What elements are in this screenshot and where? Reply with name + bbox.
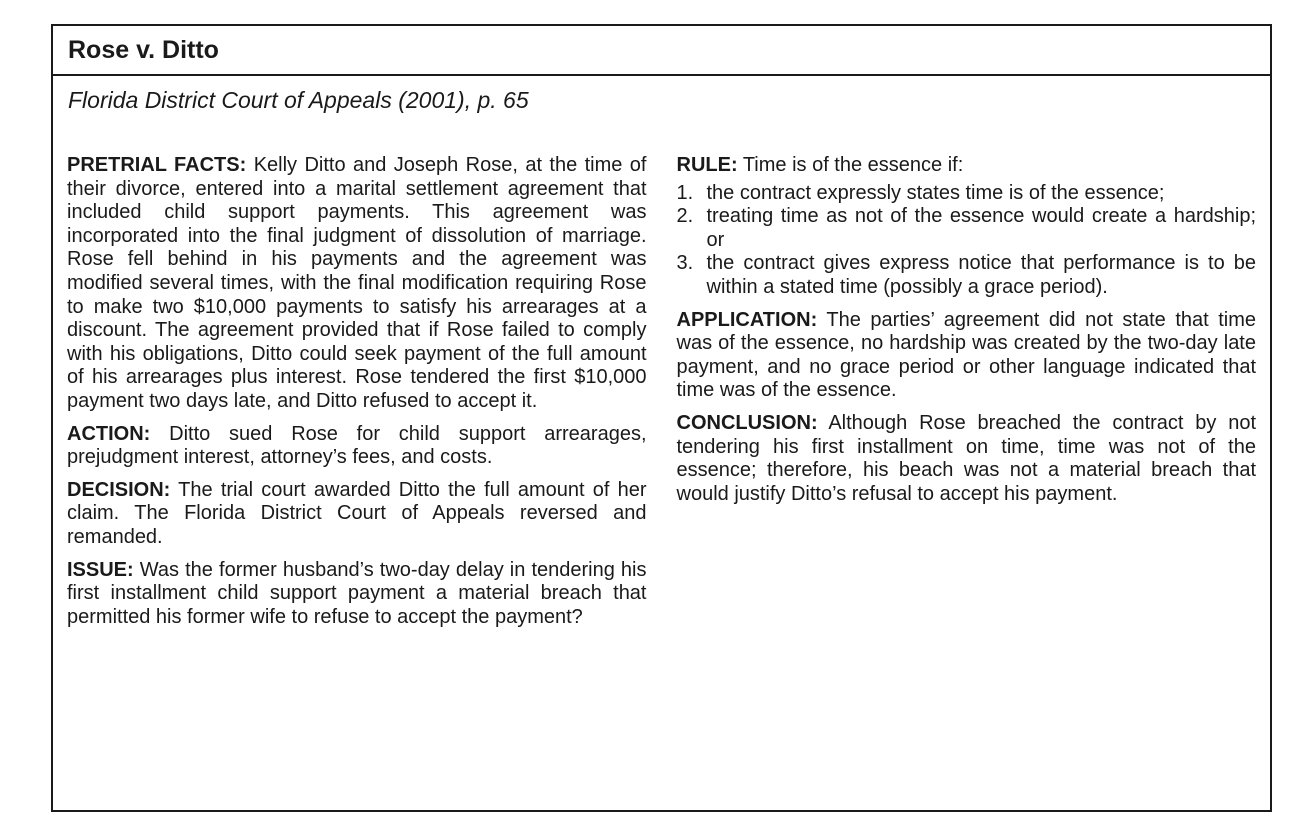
rule-item-number: 1. xyxy=(676,181,694,204)
pretrial-facts-text: Kelly Ditto and Joseph Rose, at the time of their divorce, entered into a marital settlement agreement that included child support payments. This agreement was incorporated into the final judgment of dissolution of marriage. Rose fell behind in his payments and the agreement was modified several times, with the final modification requiring Rose to make two $10,000 payments to satisfy his arrearages at a discount. The agreement provided that if Rose failed to comply with his obligations, Ditto could seek payment of the full amount of his arrearages plus interest. Rose tendered the first $10,000 payment two days late, and Ditto refused to accept it. xyxy=(67,154,647,412)
pretrial-facts-paragraph xyxy=(67,154,647,414)
rule-list xyxy=(677,182,1257,300)
rule-item-text: the contract expressly states time is of the essence; xyxy=(706,181,1165,204)
case-citation: Florida District Court of Appeals (2001), p. 65 xyxy=(68,87,529,113)
rule-item xyxy=(677,252,1257,299)
brief-columns xyxy=(67,154,1256,638)
title-bar xyxy=(53,26,1270,76)
rule-item-text: the contract gives express notice that performance is to be within a stated time (possibly a grace period). xyxy=(706,252,1256,298)
application-text: The parties’ agreement did not state that time was of the essence, no hardship was created by the two-day late payment, and no grace period or other language indicated that time was of the essence. xyxy=(676,308,1256,402)
conclusion-label: CONCLUSION: xyxy=(676,411,818,434)
action-label: ACTION: xyxy=(67,422,151,445)
pretrial-facts-label: PRETRIAL FACTS: xyxy=(67,154,247,176)
application-paragraph xyxy=(677,309,1257,403)
rule-label: RULE: xyxy=(676,154,738,176)
right-column xyxy=(677,154,1257,638)
rule-text: Time is of the essence if: xyxy=(742,154,964,176)
case-brief-box xyxy=(51,24,1272,812)
decision-paragraph xyxy=(67,479,647,550)
conclusion-text: Although Rose breached the contract by not tendering his first installment on time, time was not of the essence; therefore, his beach was not a material breach that would justify Ditto’s refusal to accept his payment. xyxy=(676,411,1256,505)
rule-paragraph xyxy=(677,154,1257,178)
left-column xyxy=(67,154,647,638)
rule-item xyxy=(677,182,1257,206)
decision-text: The trial court awarded Ditto the full amount of her claim. The Florida District Court of Appeals reversed and remanded. xyxy=(67,478,647,548)
conclusion-paragraph xyxy=(677,412,1257,506)
action-paragraph xyxy=(67,423,647,470)
decision-label: DECISION: xyxy=(67,478,171,501)
rule-item-text: treating time as not of the essence would create a hardship; or xyxy=(706,205,1256,251)
action-text: Ditto sued Rose for child support arrearages, prejudgment interest, attorney’s fees, and costs. xyxy=(67,422,647,469)
issue-text: Was the former husband’s two-day delay in tendering his first installment child support payment a material breach that permitted his former wife to refuse to accept the payment? xyxy=(67,558,647,628)
issue-label: ISSUE: xyxy=(67,558,134,581)
rule-item-number: 2. xyxy=(676,205,694,228)
application-label: APPLICATION: xyxy=(676,308,818,331)
rule-item xyxy=(677,205,1257,252)
case-title: Rose v. Ditto xyxy=(68,35,219,64)
rule-item-number: 3. xyxy=(676,252,694,275)
issue-paragraph xyxy=(67,559,647,630)
